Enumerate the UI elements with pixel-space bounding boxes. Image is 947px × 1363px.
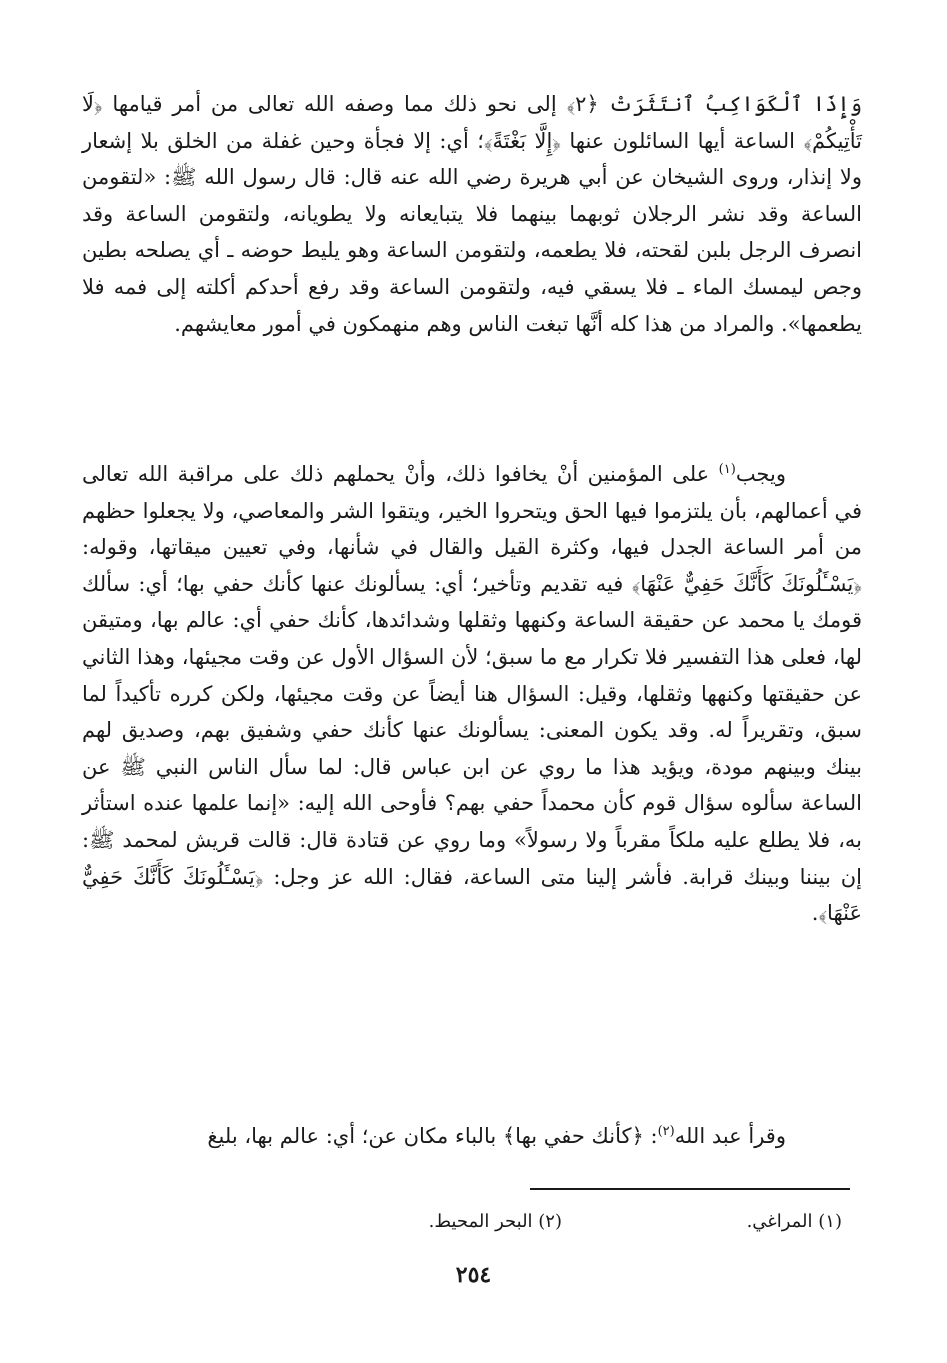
footnote-divider xyxy=(530,1188,850,1190)
paragraph-1-text: وَإِذَا ٱلْكَوَاكِبُ ٱنتَثَرَتْ ﴿٢﴾ إلى نحو ذلك مما وصفه الله تعالى من أمر قيامها ﴿لَا تَأْتِيكُمْ﴾ الساعة أيها السائلون عنها ﴿إِلَّا بَغْتَةً﴾؛ أي: إلا فجأة وحين غفلة من الخلق بلا إشعار ولا إنذار، وروى الشيخان عن أبي هريرة رضي الله عنه قال: قال رسول الله ﷺ: «لتقومن الساعة وقد نشر الرجلان ثوبهما بينهما فلا يتبايعانه ولا يطويانه، ولتقومن الساعة وقد انصرف الرجل بلبن لقحته، فلا يطعمه، ولتقومن الساعة وهو يليط حوضه ـ أي يصلحه بطين وجص ليمسك الماء ـ فلا يسقي فيه، ولتقومن الساعة وقد رفع أحدكم أكلته إلى فمه فلا يطعمها». والمراد من هذا كله أنَّها تبغت الناس وهم منهمكون في أمور معايشهم. xyxy=(82,92,862,336)
footnotes xyxy=(82,1206,862,1238)
paragraph-1 xyxy=(82,86,862,342)
paragraph-3-lead: وقرأ عبد الله xyxy=(674,1124,786,1148)
footnote-2: (٢) البحر المحيط. xyxy=(428,1211,562,1232)
paragraph-2-text: على المؤمنين أنْ يخافوا ذلك، وأنْ يحملهم ذلك على مراقبة الله تعالى في أعمالهم، بأن يلتزموا فيها الحق ويتحروا الخير، ويتقوا الشر والمعاصي، ولا يجعلوا حظهم من أمر الساعة الجدل فيها، وكثرة القيل والقال في شأنها، وفي تعيين ميقاتها، وقوله: ﴿يَسْـَٔلُونَكَ كَأَنَّكَ حَفِيٌّ عَنْهَا﴾ فيه تقديم وتأخير؛ أي: يسألونك عنها كأنك حفي بها؛ أي: سألك قومك يا محمد عن حقيقة الساعة وكنهها وثقلها وشدائدها، كأنك حفي أي: عالم بها، ومتيقن لها، فعلى هذا التفسير فلا تكرار مع ما سبق؛ لأن السؤال الأول عن وقت مجيئها، وهذا الثاني عن حقيقتها وكنهها وثقلها، وقيل: السؤال هنا أيضاً عن وقت مجيئها، ولكن كرره تأكيداً لما سبق، وتقريراً له. وقد يكون المعنى: يسألونك عنها كأنك حفي وشفيق بهم، وصديق لهم بينك وبينهم مودة، ويؤيد هذا ما روي عن ابن عباس قال: لما سأل الناس النبي ﷺ عن الساعة سألوه سؤال قوم كأن محمداً حفي بهم؟ فأوحى الله إليه: «إنما علمها عنده استأثر به، فلا يطلع عليه ملكاً مقرباً ولا رسولاً» وما روي عن قتادة قال: قالت قريش لمحمد ﷺ: إن بيننا وبينك قرابة. فأشر إلينا متى الساعة، فقال: الله عز وجل: ﴿يَسْـَٔلُونَكَ كَأَنَّكَ حَفِيٌّ عَنْهَا﴾. xyxy=(82,462,862,926)
paragraph-2-lead: ويجب xyxy=(735,462,786,486)
page-number: ٢٥٤ xyxy=(455,1262,492,1288)
paragraph-3 xyxy=(82,1118,862,1155)
footnote-1: (١) المراغي. xyxy=(746,1211,842,1232)
footnote-ref-1[interactable]: (١) xyxy=(718,462,736,477)
footnote-ref-2[interactable]: (٢) xyxy=(657,1124,675,1139)
paragraph-3-text: : ﴿كأنك حفي بها﴾ بالباء مكان عن؛ أي: عالم بها، بليغ xyxy=(207,1124,658,1148)
paragraph-2 xyxy=(82,456,862,932)
